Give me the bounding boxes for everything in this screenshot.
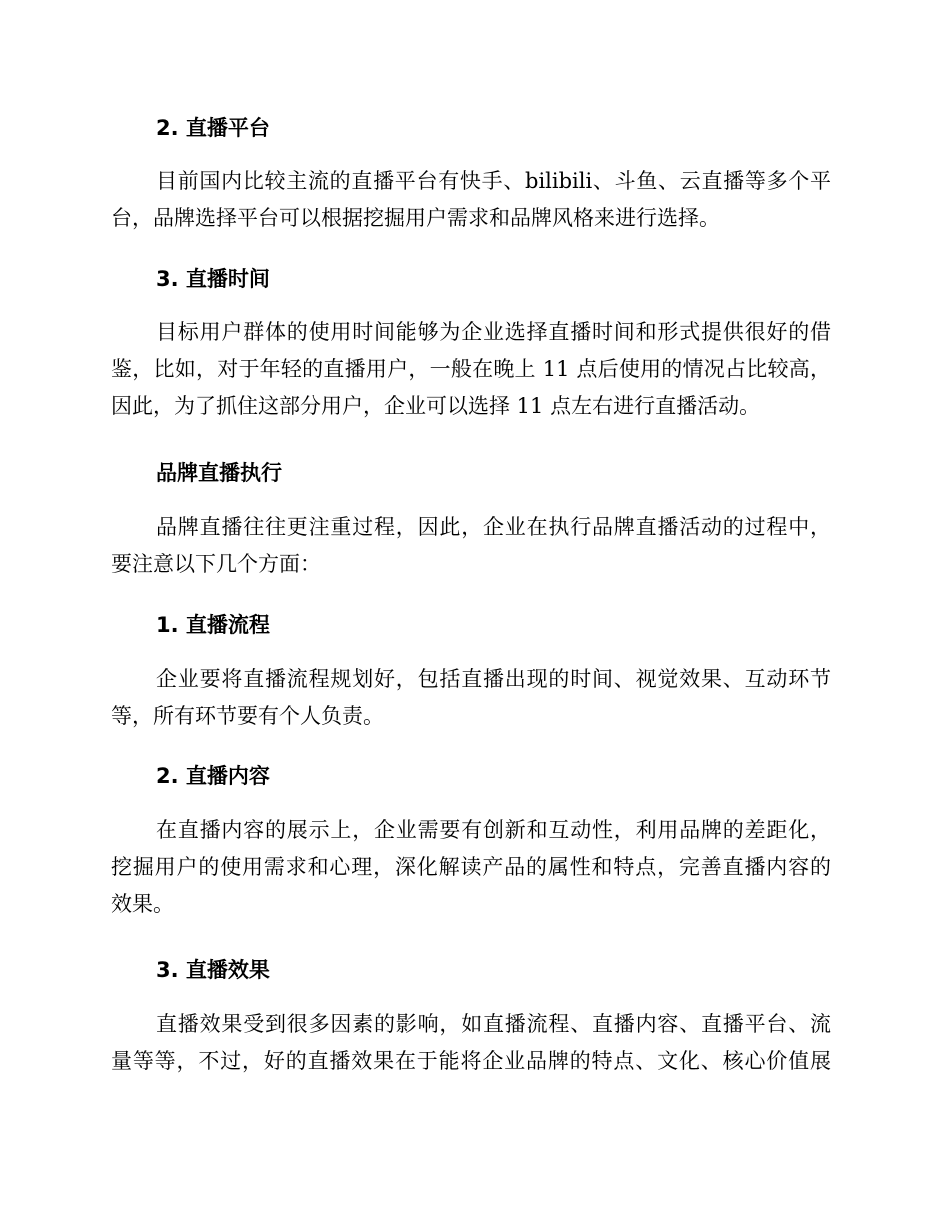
section-paragraph (111, 661, 831, 735)
paragraph-line: 等，所有环节要有个人负责。 (111, 704, 384, 728)
paragraph-line: 因此，为了抓住这部分用户，企业可以选择 11 点左右进行直播活动。 (111, 394, 761, 418)
paragraph-line: 台，品牌选择平台可以根据挖掘用户需求和品牌风格来进行选择。 (111, 206, 720, 230)
section-paragraph (111, 812, 831, 923)
section-heading: 3. 直播时间 (156, 267, 270, 291)
section-paragraph (111, 314, 831, 425)
section-heading: 2. 直播平台 (156, 116, 270, 140)
paragraph-line: 挖掘用户的使用需求和心理，深化解读产品的属性和特点，完善直播内容的 (111, 855, 831, 879)
section-heading: 品牌直播执行 (156, 461, 282, 485)
paragraph-line: 要注意以下几个方面： (111, 552, 321, 576)
paragraph-line: 目标用户群体的使用时间能够为企业选择直播时间和形式提供很好的借 (156, 320, 831, 344)
section-heading: 3. 直播效果 (156, 958, 270, 982)
paragraph-line: 直播效果受到很多因素的影响，如直播流程、直播内容、直播平台、流 (156, 1012, 831, 1036)
paragraph-line: 目前国内比较主流的直播平台有快手、bilibili、斗鱼、云直播等多个平 (156, 169, 831, 193)
section-paragraph (111, 163, 831, 237)
paragraph-line: 企业要将直播流程规划好，包括直播出现的时间、视觉效果、互动环节 (156, 667, 831, 691)
paragraph-line: 鉴，比如，对于年轻的直播用户，一般在晚上 11 点后使用的情况占比较高， (111, 357, 831, 381)
paragraph-line: 在直播内容的展示上，企业需要有创新和互动性，利用品牌的差距化， (156, 818, 831, 842)
paragraph-line: 效果。 (111, 892, 174, 916)
paragraph-line: 品牌直播往往更注重过程，因此，企业在执行品牌直播活动的过程中， (156, 515, 831, 539)
section-heading: 1. 直播流程 (156, 613, 270, 637)
section-paragraph (111, 509, 831, 583)
section-heading: 2. 直播内容 (156, 764, 270, 788)
section-paragraph (111, 1006, 831, 1080)
paragraph-line: 量等等，不过，好的直播效果在于能将企业品牌的特点、文化、核心价值展 (111, 1049, 831, 1073)
